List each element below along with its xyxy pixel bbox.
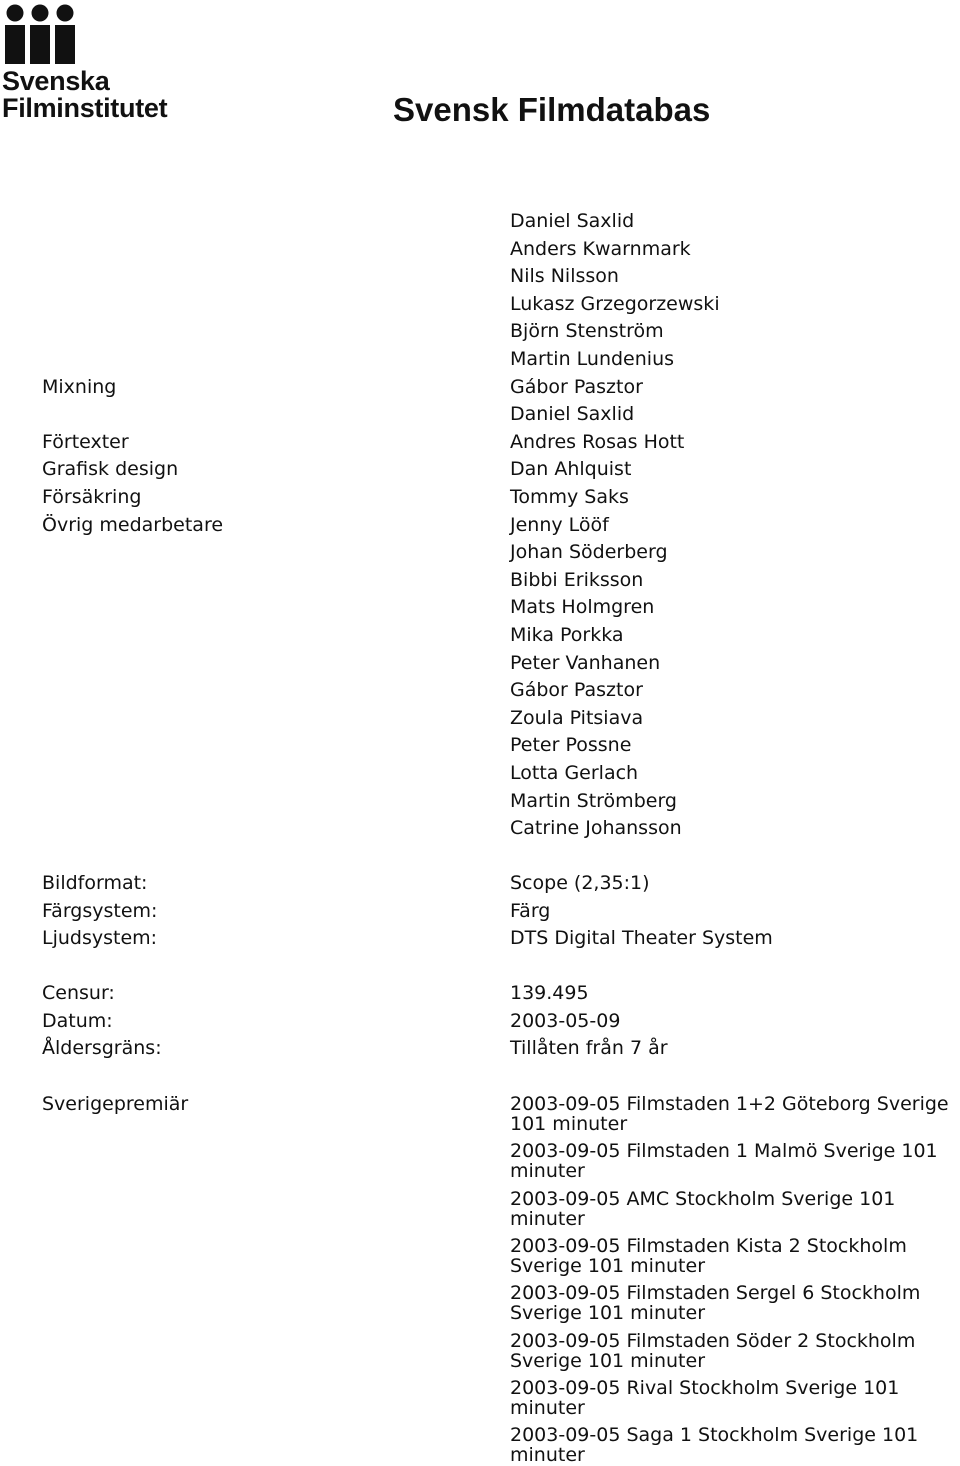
premiere-entry: 2003-09-05 Rival Stockholm Sverige 101 minuter <box>510 1376 900 1419</box>
premiere-entry: 2003-09-05 Filmstaden 1 Malmö Sverige 101 minuter <box>510 1140 938 1183</box>
credit-label: Försäkring <box>42 486 142 508</box>
logo-wordmark <box>2 68 167 122</box>
credit-label: Övrig medarbetare <box>42 513 224 536</box>
credit-value: Andres Rosas Hott <box>510 430 685 453</box>
premiere-entry: 2003-09-05 Filmstaden Söder 2 Stockholm Sverige 101 minuter <box>510 1329 916 1372</box>
credit-value: Lotta Gerlach <box>510 762 639 784</box>
credit-value: Mika Porkka <box>510 624 624 646</box>
credit-value: Anders Kwarnmark <box>510 237 691 260</box>
credit-value: Peter Possne <box>510 734 632 757</box>
censorship-label: Datum: <box>42 1009 113 1032</box>
technical-value: Färg <box>510 899 551 922</box>
credit-value: Jenny Lööf <box>510 513 609 536</box>
technical-value: Scope (2,35:1) <box>510 872 650 894</box>
credit-value: Martin Strömberg <box>510 789 677 812</box>
premiere-entry: 2003-09-05 AMC Stockholm Sverige 101 minuter <box>510 1187 896 1230</box>
technical-label: Ljudsystem: <box>42 927 158 950</box>
svenska-filminstitutet-logo <box>2 4 202 126</box>
censorship-label: Censur: <box>42 982 115 1004</box>
credit-value: Catrine Johansson <box>510 817 682 840</box>
credit-value: Tommy Saks <box>510 486 629 508</box>
credit-label: Förtexter <box>42 430 129 453</box>
credit-label: Grafisk design <box>42 458 179 481</box>
technical-label: Bildformat: <box>42 872 148 894</box>
logo-line-1: Svenska <box>2 66 110 96</box>
credit-value: Gábor Pasztor <box>510 375 643 398</box>
credit-value: Martin Lundenius <box>510 348 675 370</box>
credit-value: Johan Söderberg <box>510 541 668 564</box>
credit-value: Björn Stenström <box>510 320 664 343</box>
censorship-label: Åldersgräns: <box>42 1037 162 1060</box>
logo-line-2: Filminstitutet <box>2 93 168 123</box>
censorship-value: 2003-05-09 <box>510 1009 621 1032</box>
credit-label: Mixning <box>42 375 117 398</box>
censorship-value: Tillåten från 7 år <box>510 1037 668 1060</box>
credit-value: Mats Holmgren <box>510 596 655 619</box>
credit-value: Nils Nilsson <box>510 265 619 288</box>
technical-value: DTS Digital Theater System <box>510 927 773 950</box>
premiere-entry: 2003-09-05 Filmstaden Kista 2 Stockholm Sverige 101 minuter <box>510 1234 907 1277</box>
premiere-entry: 2003-09-05 Filmstaden 1+2 Göteborg Sverige 101 minuter <box>510 1093 949 1135</box>
credit-value: Lukasz Grzegorzewski <box>510 292 720 315</box>
premiere-entry: 2003-09-05 Filmstaden Sergel 6 Stockholm Sverige 101 minuter <box>510 1282 921 1325</box>
premiere-label: Sverigepremiär <box>42 1093 189 1115</box>
censorship-value: 139.495 <box>510 982 589 1004</box>
credit-value: Zoula Pitsiava <box>510 706 644 729</box>
site-title: Svensk Filmdatabas <box>393 91 711 128</box>
premiere-entry: 2003-09-05 Saga 1 Stockholm Sverige 101 minuter <box>510 1424 919 1466</box>
technical-label: Färgsystem: <box>42 899 158 922</box>
credit-value: Gábor Pasztor <box>510 679 643 702</box>
credit-value: Bibbi Eriksson <box>510 568 644 591</box>
credit-value: Dan Ahlquist <box>510 458 632 481</box>
credit-value: Daniel Saxlid <box>510 403 635 426</box>
logo-mark-icon <box>4 4 80 66</box>
credit-value: Peter Vanhanen <box>510 651 661 674</box>
credit-value: Daniel Saxlid <box>510 210 635 232</box>
